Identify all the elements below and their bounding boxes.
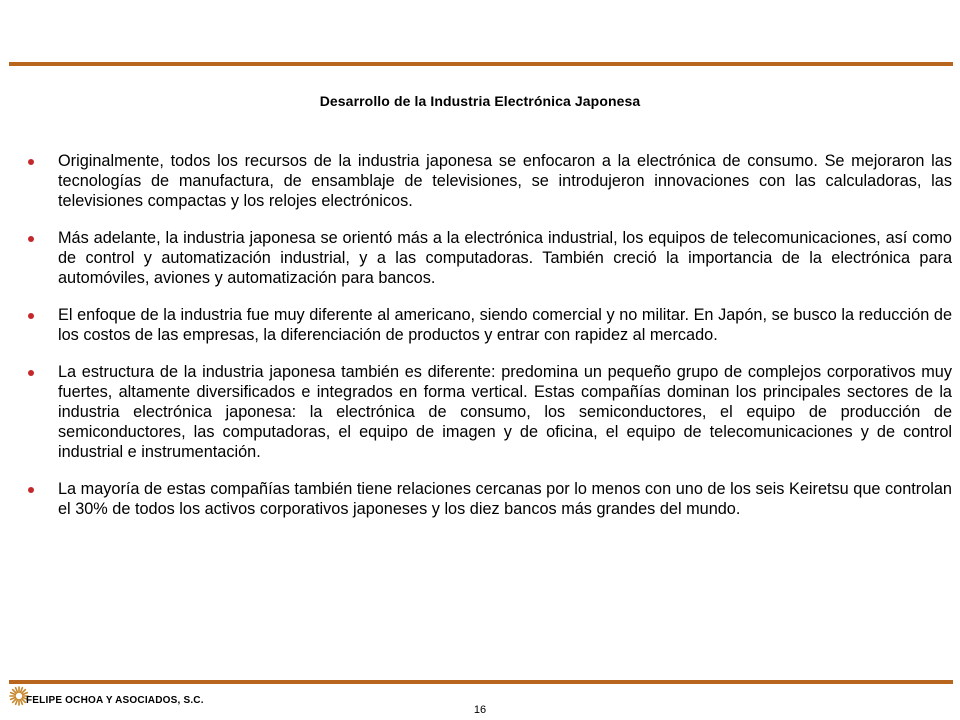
top-divider: [9, 62, 953, 66]
bullet-item: [28, 479, 952, 519]
bullet-item: [28, 305, 952, 345]
bullet-dot-icon: [28, 159, 34, 165]
page-number: 16: [473, 704, 487, 716]
bullet-dot-icon: [28, 313, 34, 319]
page-title: Desarrollo de la Industria Electrónica Japonesa: [319, 93, 641, 109]
footer-company-name: FELIPE OCHOA Y ASOCIADOS, S.C.: [26, 695, 204, 706]
bullet-text: La estructura de la industria japonesa también es diferente: predomina un pequeño grupo de complejos corporativos muy fuertes, altamente diversificados e integrados en forma vertical. Estas compañías dominan los principales sectores de la industria electrónica japonesa: la electrónica de consumo, los semiconductores, el equipo de producción de semiconductores, las computadoras, el equipo de imagen y de oficina, el equipo de telecomunicaciones y de control industrial e instrumentación.: [58, 363, 952, 461]
bullet-item: [28, 151, 952, 211]
bullet-text: Más adelante, la industria japonesa se orientó más a la electrónica industrial, los equipos de telecomunicaciones, así como de control y automatización industrial, y a las computadoras. También creció la importancia de la electrónica para automóviles, aviones y automatización para bancos.: [58, 229, 952, 287]
bullet-dot-icon: [28, 370, 34, 376]
bullet-item: [28, 228, 952, 288]
bullet-text: Originalmente, todos los recursos de la industria japonesa se enfocaron a la electrónica de consumo. Se mejoraron las tecnologías de manufactura, de ensamblaje de televisiones, se introdujeron innovaciones con las calculadoras, las televisiones compactas y los relojes electrónicos.: [58, 152, 952, 210]
bullet-dot-icon: [28, 487, 34, 493]
bullet-text: La mayoría de estas compañías también tiene relaciones cercanas por lo menos con uno de los seis Keiretsu que controlan el 30% de todos los activos corporativos japoneses y los diez bancos más grandes del mundo.: [58, 480, 952, 518]
bullet-item: [28, 362, 952, 462]
bottom-divider: [9, 680, 953, 684]
bullet-list: [28, 151, 952, 536]
bullet-dot-icon: [28, 236, 34, 242]
bullet-text: El enfoque de la industria fue muy diferente al americano, siendo comercial y no militar. En Japón, se busco la reducción de los costos de las empresas, la diferenciación de productos y entrar con rapidez al mercado.: [58, 306, 952, 344]
